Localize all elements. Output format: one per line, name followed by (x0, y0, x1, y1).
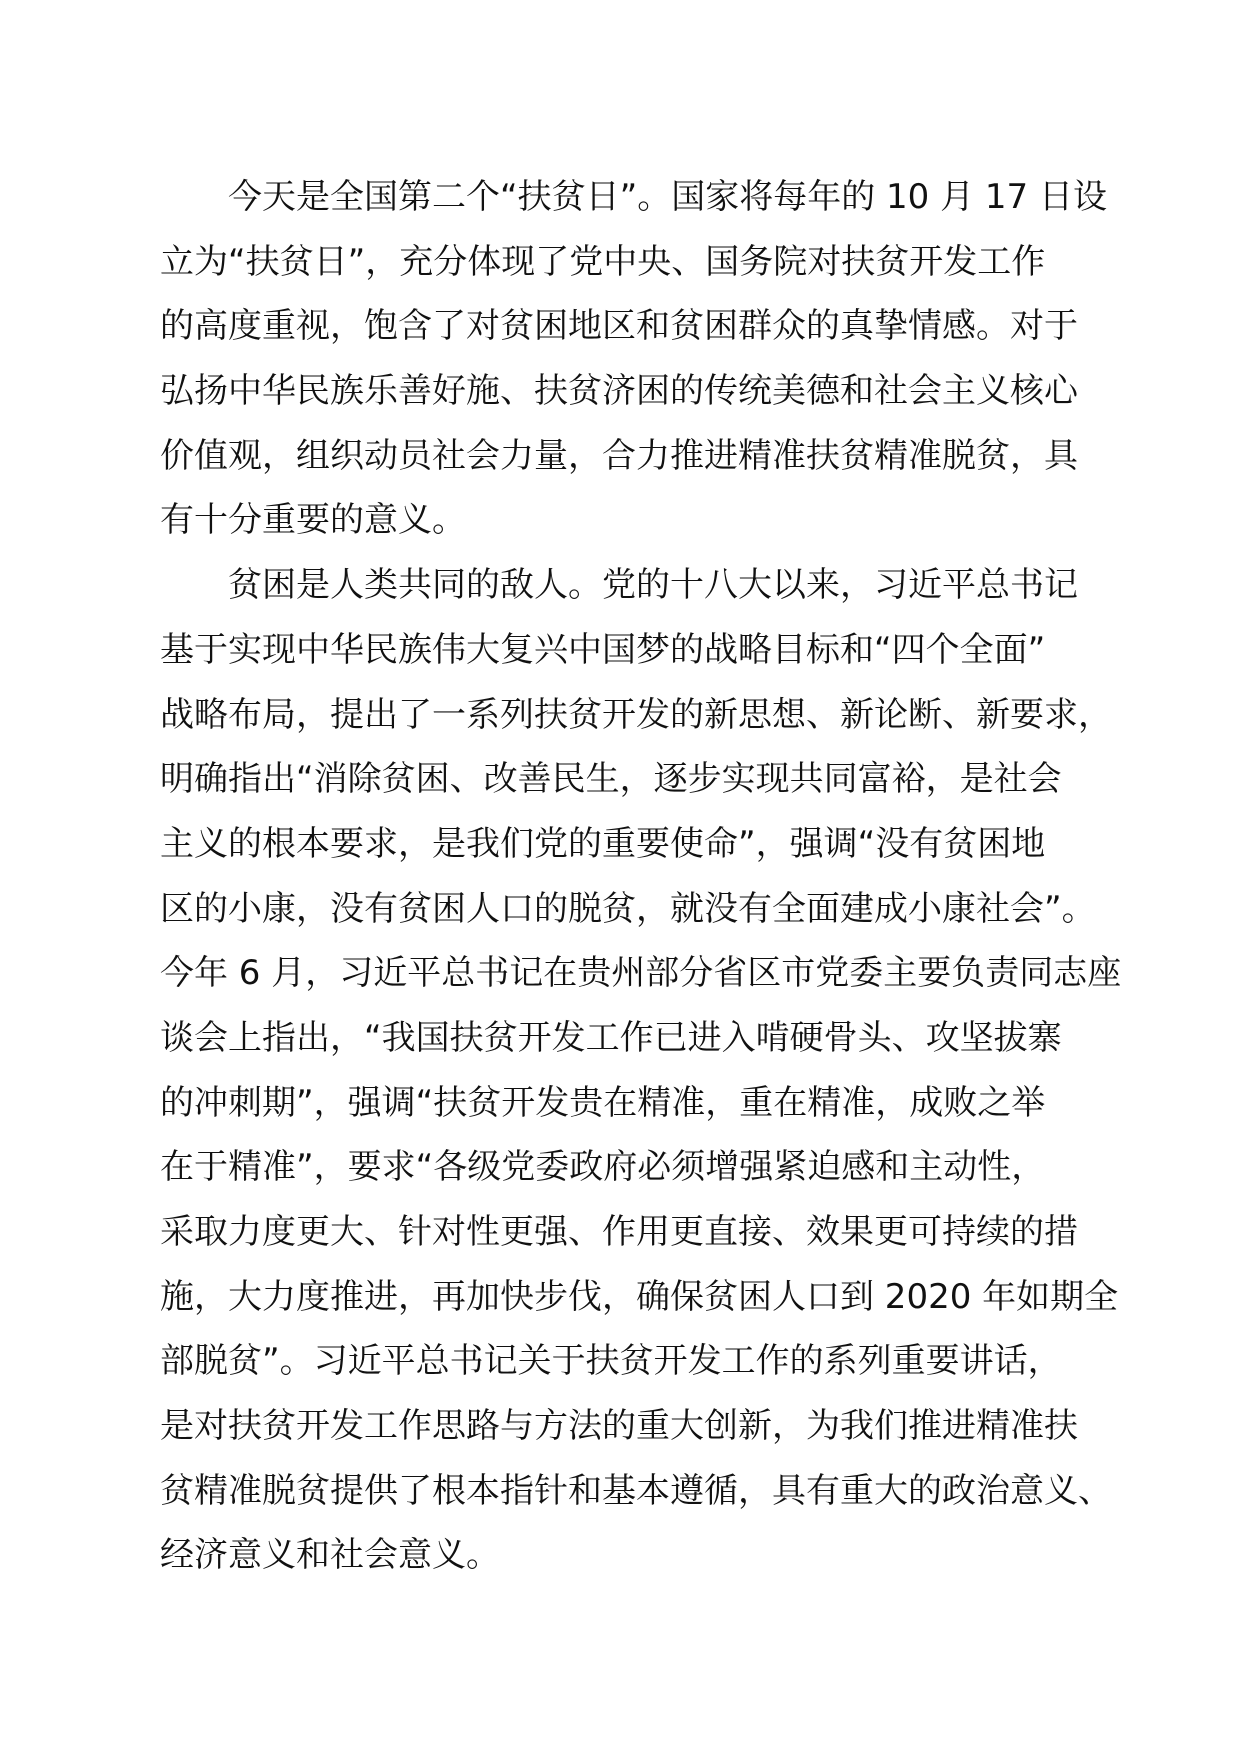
paragraph-line: 的冲刺期”，强调“扶贫开发贵在精准，重在精准，成败之举 (160, 1082, 1046, 1123)
paragraph-line: 贫困是人类共同的敌人。党的十八大以来，习近平总书记 (228, 565, 1078, 606)
paragraph-line: 明确指出“消除贫困、改善民生，逐步实现共同富裕，是社会 (160, 759, 1062, 800)
paragraph-line: 施，大力度推进，再加快步伐，确保贫困人口到 2020 年如期全 (160, 1276, 1119, 1317)
paragraph-1 (160, 165, 1120, 553)
paragraph-line: 谈会上指出，“我国扶贫开发工作已进入啃硬骨头、攻坚拔寨 (160, 1017, 1062, 1058)
paragraph-line: 在于精准”，要求“各级党委政府必须增强紧迫感和主动性， (160, 1147, 1046, 1188)
paragraph-line: 今天是全国第二个“扶贫日”。国家将每年的 10 月 17 日设 (228, 177, 1107, 217)
paragraph-line: 是对扶贫开发工作思路与方法的重大创新，为我们推进精准扶 (160, 1406, 1078, 1447)
paragraph-line: 战略布局，提出了一系列扶贫开发的新思想、新论断、新要求， (160, 694, 1112, 735)
paragraph-line: 价值观，组织动员社会力量，合力推进精准扶贫精准脱贫，具 (160, 435, 1078, 476)
paragraph-line: 贫精准脱贫提供了根本指针和基本遵循，具有重大的政治意义、 (160, 1470, 1112, 1511)
paragraph-line: 主义的根本要求，是我们党的重要使命”，强调“没有贫困地 (160, 823, 1046, 864)
paragraph-line: 区的小康，没有贫困人口的脱贫，就没有全面建成小康社会”。 (160, 888, 1096, 929)
paragraph-2 (160, 553, 1120, 1588)
paragraph-line: 基于实现中华民族伟大复兴中国梦的战略目标和“四个全面” (160, 629, 1046, 670)
paragraph-line: 经济意义和社会意义。 (160, 1535, 500, 1576)
paragraph-line: 立为“扶贫日”，充分体现了党中央、国务院对扶贫开发工作 (160, 241, 1046, 282)
paragraph-line: 的高度重视，饱含了对贫困地区和贫困群众的真挚情感。对于 (160, 306, 1078, 347)
document-body (160, 165, 1120, 1588)
paragraph-line: 弘扬中华民族乐善好施、扶贫济困的传统美德和社会主义核心 (160, 371, 1078, 412)
paragraph-line: 有十分重要的意义。 (160, 500, 466, 541)
paragraph-line: 今年 6 月，习近平总书记在贵州部分省区市党委主要负责同志座 (160, 953, 1122, 994)
paragraph-line: 采取力度更大、针对性更强、作用更直接、效果更可持续的措 (160, 1212, 1078, 1252)
paragraph-line: 部脱贫”。习近平总书记关于扶贫开发工作的系列重要讲话， (160, 1341, 1062, 1382)
